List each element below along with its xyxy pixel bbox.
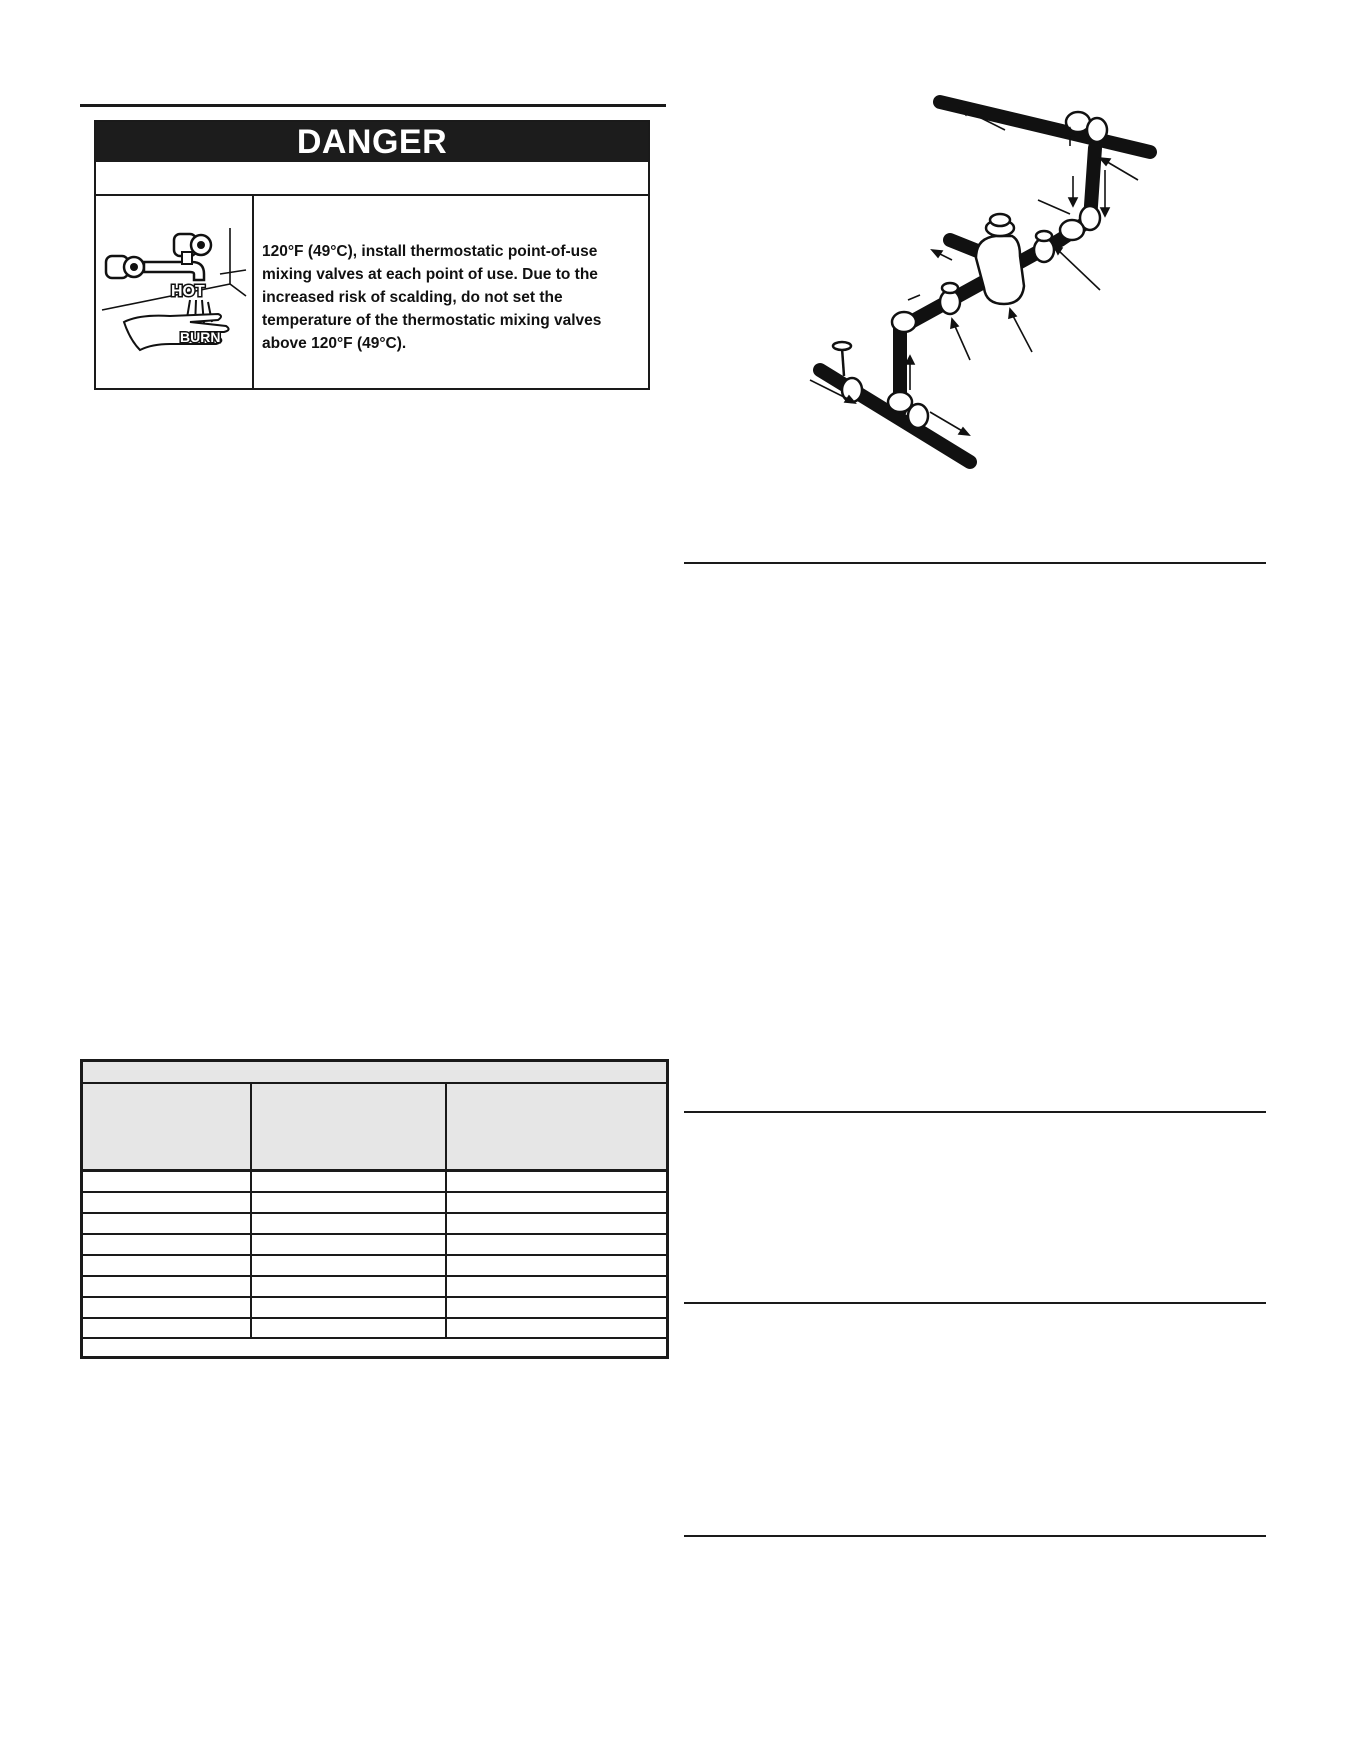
- scald-hazard-icon: [100, 222, 248, 362]
- table-title-row: [83, 1062, 666, 1084]
- table-row: [83, 1172, 666, 1193]
- scald-hazard-icon-cell: [96, 196, 254, 388]
- table-row: [83, 1298, 666, 1319]
- table-row: [83, 1214, 666, 1235]
- table-row: [83, 1277, 666, 1298]
- table-row: [83, 1235, 666, 1256]
- danger-message: 120°F (49°C), install thermostatic point-of-use mixing valves at each point of use. Due to the increased risk of scalding, do not set the temperature of the thermostatic mixing valves above 120°F (49°C).: [262, 243, 602, 352]
- specification-table: [80, 1059, 669, 1359]
- danger-heading: DANGER: [96, 122, 648, 162]
- hot-label: HOT: [171, 283, 205, 300]
- table-row: [83, 1256, 666, 1277]
- section-rule: [684, 562, 1266, 564]
- table-row: [83, 1193, 666, 1214]
- section-rule: [684, 1302, 1266, 1304]
- table-header-row: [83, 1084, 666, 1172]
- danger-subheading-bar: [96, 162, 648, 196]
- table-footnote-row: [83, 1339, 666, 1356]
- recirculation-piping-diagram: [800, 90, 1190, 480]
- section-rule: [684, 1535, 1266, 1537]
- section-rule: [684, 1111, 1266, 1113]
- section-rule-top-left: [80, 104, 666, 107]
- danger-warning-box: [94, 120, 650, 390]
- table-row: [83, 1319, 666, 1339]
- burn-label: BURN: [180, 329, 221, 345]
